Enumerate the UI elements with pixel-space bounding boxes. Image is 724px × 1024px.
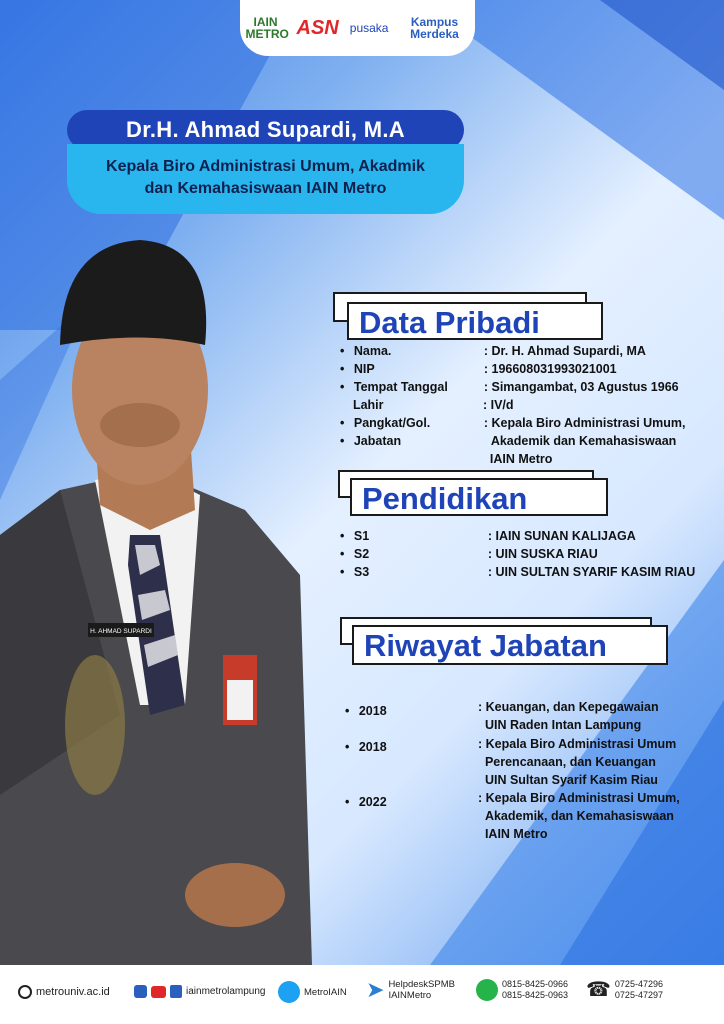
globe-icon <box>18 985 32 999</box>
twitter-link[interactable]: MetroIAIN <box>278 981 347 1003</box>
website-link[interactable]: metrouniv.ac.id <box>18 985 110 999</box>
list-item: IAIN Metro <box>489 452 553 466</box>
name-tag-text: H. AHMAD SUPARDI <box>90 628 152 635</box>
list-item: • S2 : UIN SUSKA RIAU <box>340 547 598 561</box>
list-item: • S1 : IAIN SUNAN KALIJAGA <box>340 529 636 543</box>
list-item: Lahir : IV/d <box>352 398 514 412</box>
whatsapp-icon <box>476 979 498 1001</box>
title-line-1: Kepala Biro Administrasi Umum, Akadmik <box>106 158 425 175</box>
helpdesk-link[interactable]: ➤ HelpdeskSPMB IAINMetro <box>366 977 455 1002</box>
twitter-icon <box>278 981 300 1003</box>
facebook-icon <box>170 985 182 998</box>
list-item-detail: : Kepala Biro Administrasi Umum, Akademik, dan Kemahasiswaan IAIN Metro <box>478 791 680 841</box>
kampus-merdeka-logo: Kampus Merdeka <box>410 15 459 41</box>
list-item: • Pangkat/Gol. : Kepala Biro Administrasi Umum, <box>340 416 686 430</box>
youtube-icon <box>151 986 166 998</box>
person-title <box>67 144 464 214</box>
pusaka-logo: pusaka <box>349 21 389 35</box>
telegram-icon: ➤ <box>366 977 385 1002</box>
phone-contact[interactable]: ☎ 0725-47296 0725-47297 <box>586 979 663 1001</box>
list-item: • Jabatan Akademik dan Kemahasiswaan <box>340 434 677 448</box>
pendidikan-title: Pendidikan <box>350 478 608 516</box>
list-item: • Nama. : Dr. H. Ahmad Supardi, MA <box>340 344 646 358</box>
list-item: • 2022 <box>345 795 387 809</box>
footer <box>0 965 724 1024</box>
list-item-detail: : Keuangan, dan Kepegawaian UIN Raden Intan Lampung <box>478 700 659 732</box>
list-item: • 2018 <box>345 740 387 754</box>
list-item: • 2018 <box>345 704 387 718</box>
list-item-detail: : Kepala Biro Administrasi Umum Perencanaan, dan Keuangan UIN Sultan Syarif Kasim Riau <box>478 737 677 787</box>
riwayat-title: Riwayat Jabatan <box>352 625 668 665</box>
asn-logo: ASN <box>296 17 339 39</box>
person-name: Dr.H. Ahmad Supardi, M.A <box>67 110 464 150</box>
partner-logos <box>240 0 475 56</box>
telephone-icon: ☎ <box>586 979 611 1001</box>
iain-logo: IAIN METRO <box>245 15 289 41</box>
list-item: • Tempat Tanggal : Simangambat, 03 Agustus 1966 <box>340 380 679 394</box>
data-pribadi-title: Data Pribadi <box>347 302 603 340</box>
social-link[interactable]: iainmetrolampung <box>134 985 266 998</box>
list-item: • S3 : UIN SULTAN SYARIF KASIM RIAU <box>340 565 696 579</box>
portrait-photo <box>0 235 320 965</box>
list-item: • NIP : 196608031993021001 <box>340 362 617 376</box>
whatsapp-contact[interactable]: 0815-8425-0966 0815-8425-0963 <box>476 979 568 1001</box>
instagram-icon <box>134 985 147 998</box>
title-line-2: dan Kemahasiswaan IAIN Metro <box>144 180 387 197</box>
